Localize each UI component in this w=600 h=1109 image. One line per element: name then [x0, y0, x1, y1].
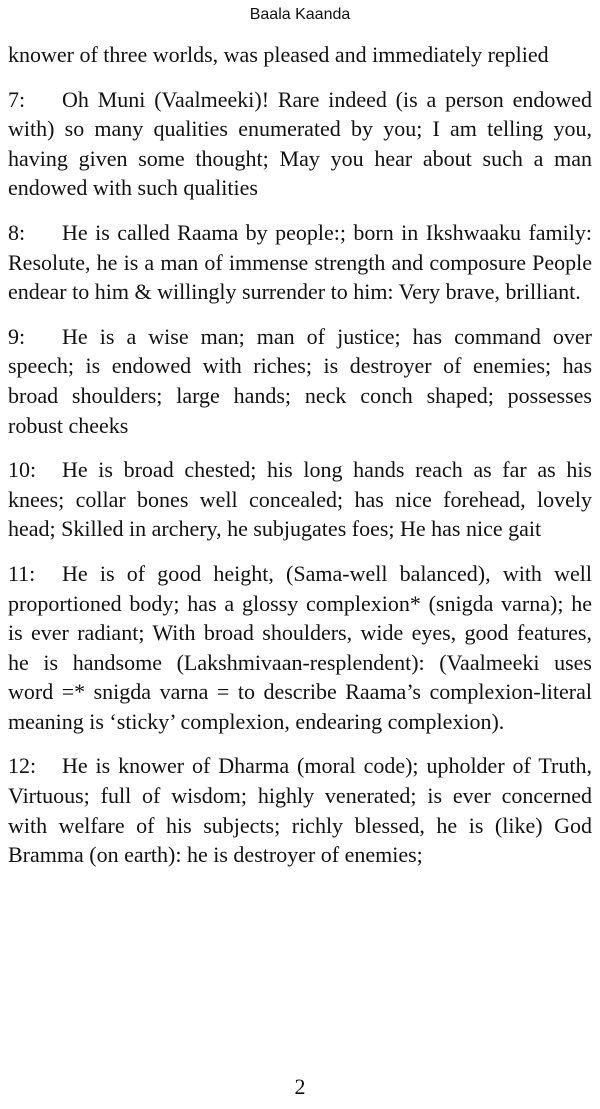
verse-7 — [8, 85, 592, 203]
verse-number: 9: — [8, 323, 26, 349]
verse-number: 12: — [8, 753, 37, 779]
paragraph-continuation — [8, 40, 592, 70]
verse-11 — [8, 559, 592, 737]
page-number: 2 — [294, 1074, 306, 1099]
verse-text: He is a wise man; man of justice; has command over speech; is endowed with riches; is destroyer of enemies; has broad shoulders; large hands; neck conch shaped; possesses robust cheeks — [8, 323, 592, 438]
paragraph-text: knower of three worlds, was pleased and immediately replied — [8, 42, 549, 67]
verse-text: He is broad chested; his long hands reach as far as his knees; collar bones well concealed; has nice forehead, lovely head; Skilled in archery, he subjugates foes; He has nice gait — [8, 457, 592, 542]
verse-text: Oh Muni (Vaalmeeki)! Rare indeed (is a person endowed with) so many qualities enumerated by you; I am telling you, having given some thought; May you hear about such a man endowed with such qualities — [8, 86, 592, 201]
verse-text: He is knower of Dharma (moral code); upholder of Truth, Virtuous; full of wisdom; highly venerated; is ever concerned with welfare of his subjects; richly blessed, he is (like) God Bramma (on earth): he is destroyer of enemies; — [8, 753, 592, 868]
running-header: Baala Kaanda — [249, 6, 351, 23]
verse-8 — [8, 218, 592, 307]
verse-9 — [8, 322, 592, 440]
body-text — [8, 40, 592, 885]
verse-number: 10: — [8, 457, 37, 483]
verse-12 — [8, 751, 592, 869]
verse-text: He is called Raama by people:; born in Ikshwaaku family: Resolute, he is a man of immense strength and composure People endear to him & willingly surrender to him: Very brave, brilliant. — [8, 219, 592, 305]
verse-number: 8: — [8, 219, 26, 245]
verse-number: 11: — [8, 560, 36, 586]
verse-10 — [8, 455, 592, 544]
verse-number: 7: — [8, 86, 26, 112]
verse-text: He is of good height, (Sama-well balanced), with well proportioned body; has a glossy complexion* (snigda varna); he is ever radiant; With broad shoulders, wide eyes, good features, he is handsome (Lakshmivaan-resplendent): (Vaalmeeki uses word =* snigda varna = to describe Raama’s complexion-literal meaning is ‘sticky’ complexion, endearing complexion). — [8, 560, 592, 734]
